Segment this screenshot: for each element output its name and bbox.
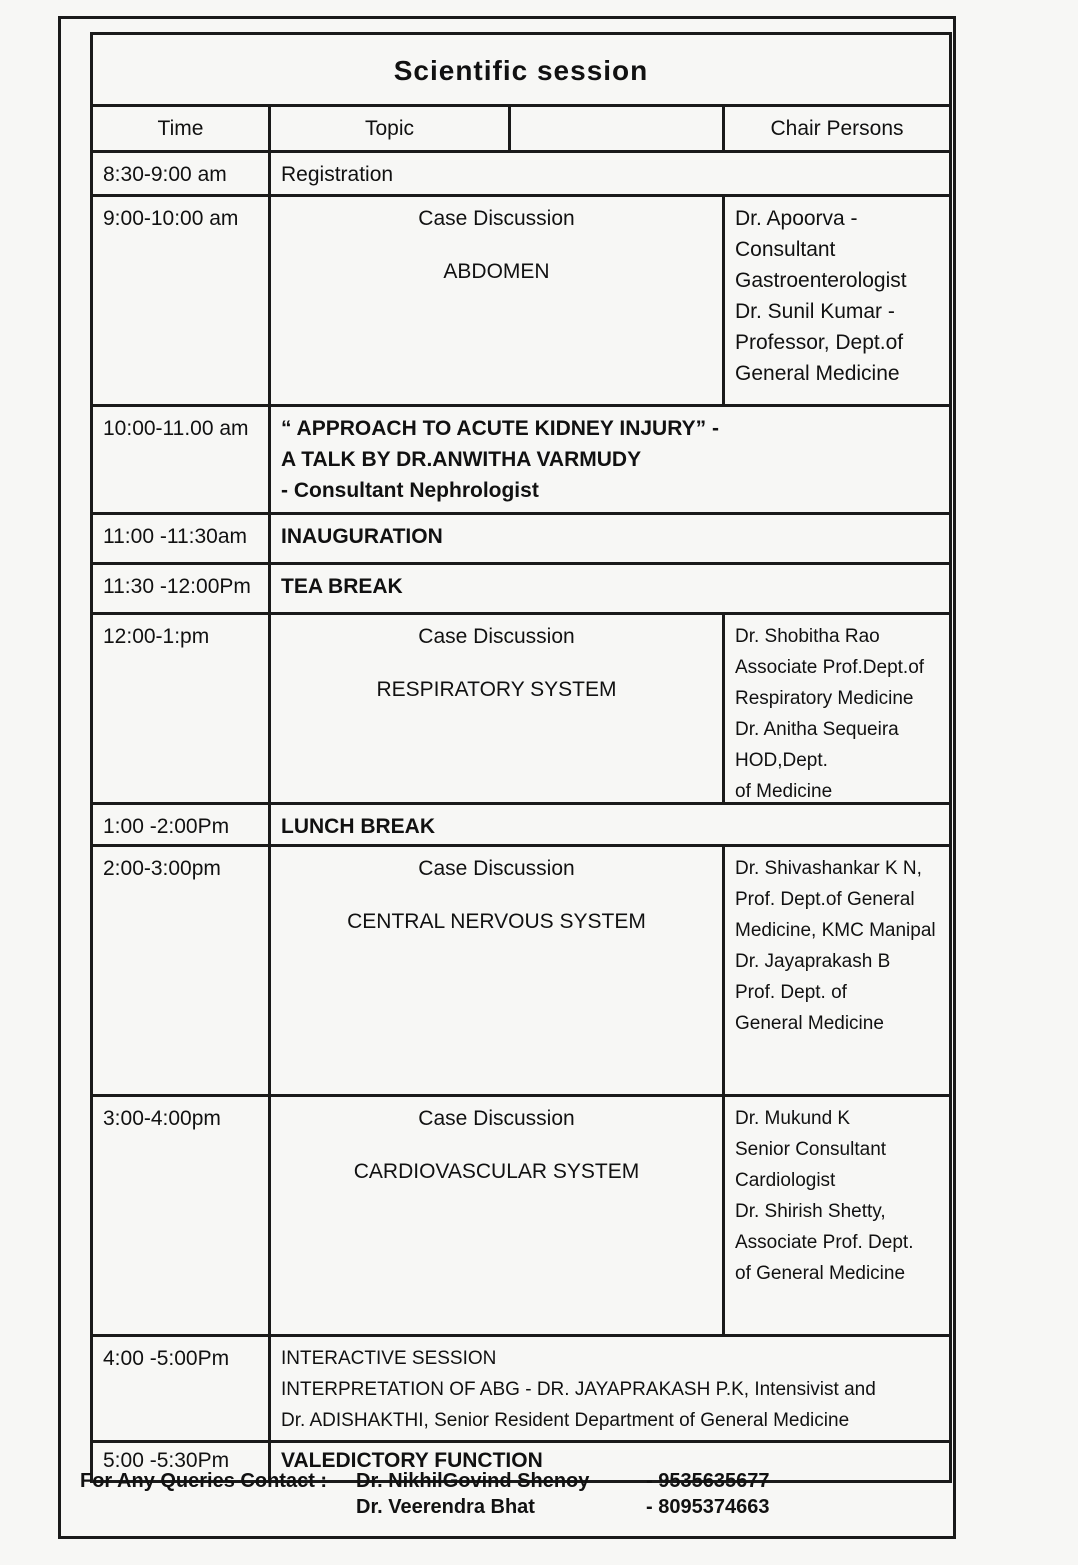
topic-cell: TEA BREAK bbox=[281, 575, 403, 598]
contact-name: Dr. NikhilGovind Shenoy bbox=[356, 1470, 590, 1492]
chair-cell bbox=[725, 847, 949, 1094]
table-row bbox=[93, 1337, 949, 1443]
chair-line: Dr. Mukund K bbox=[735, 1108, 851, 1129]
talk-line: INTERACTIVE SESSION bbox=[281, 1348, 497, 1369]
topic-title: Case Discussion bbox=[418, 1107, 575, 1130]
time-cell: 12:00-1:pm bbox=[93, 615, 271, 802]
talk-line: - Consultant Nephrologist bbox=[281, 479, 539, 502]
topic-subtitle: ABDOMEN bbox=[443, 260, 550, 283]
time-cell: 11:30 -12:00Pm bbox=[93, 565, 271, 612]
time-cell: 3:00-4:00pm bbox=[93, 1097, 271, 1334]
table-row bbox=[93, 515, 949, 565]
topic-subtitle: CENTRAL NERVOUS SYSTEM bbox=[347, 910, 646, 933]
topic-title: Case Discussion bbox=[418, 857, 575, 880]
chair-line: Dr. Apoorva - bbox=[735, 207, 858, 230]
time-cell: 9:00-10:00 am bbox=[93, 197, 271, 404]
chair-header: Chair Persons bbox=[770, 117, 904, 140]
table-row bbox=[93, 805, 949, 847]
blank-header bbox=[511, 107, 725, 150]
title-row bbox=[93, 35, 949, 107]
topic-cell bbox=[271, 847, 725, 1094]
time-cell: 1:00 -2:00Pm bbox=[93, 805, 271, 844]
chair-line: Dr. Jayaprakash B bbox=[735, 951, 891, 972]
contact-phone: - 8095374663 bbox=[646, 1496, 770, 1518]
topic-cell bbox=[271, 1097, 725, 1334]
talk-line: INTERPRETATION OF ABG - DR. JAYAPRAKASH P.K, Intensivist and bbox=[281, 1379, 876, 1400]
time-cell: 10:00-11.00 am bbox=[93, 407, 271, 512]
chair-line: Gastroenterologist bbox=[735, 269, 907, 292]
table-row bbox=[93, 153, 949, 197]
chair-line: Dr. Shirish Shetty, bbox=[735, 1201, 886, 1222]
talk-line: A TALK BY DR.ANWITHA VARMUDY bbox=[281, 448, 642, 471]
header-row bbox=[93, 107, 949, 153]
table-row bbox=[93, 197, 949, 407]
time-header: Time bbox=[93, 107, 271, 150]
chair-line: Dr. Sunil Kumar - bbox=[735, 300, 895, 323]
talk-cell bbox=[271, 1337, 949, 1440]
chair-line: General Medicine bbox=[735, 362, 900, 385]
page-title: Scientific session bbox=[393, 55, 649, 86]
chair-cell bbox=[725, 615, 949, 802]
chair-line: General Medicine bbox=[735, 1013, 884, 1034]
topic-subtitle: RESPIRATORY SYSTEM bbox=[376, 678, 617, 701]
contact-label-spacer bbox=[80, 1494, 356, 1520]
talk-line: Dr. ADISHAKTHI, Senior Resident Department of General Medicine bbox=[281, 1410, 850, 1431]
chair-line: Dr. Shivashankar K N, bbox=[735, 858, 922, 879]
talk-line: “ APPROACH TO ACUTE KIDNEY INJURY” - bbox=[281, 417, 719, 440]
chair-line: Consultant bbox=[735, 238, 836, 261]
chair-line: Prof. Dept.of General bbox=[735, 889, 915, 910]
contact-row bbox=[80, 1468, 940, 1494]
topic-title: Case Discussion bbox=[418, 625, 575, 648]
table-row bbox=[93, 565, 949, 615]
contact-phone: - 9535635677 bbox=[646, 1470, 770, 1492]
chair-line: Prof. Dept. of bbox=[735, 982, 847, 1003]
table-row bbox=[93, 407, 949, 515]
chair-line: Respiratory Medicine bbox=[735, 688, 914, 709]
topic-cell bbox=[271, 615, 725, 802]
topic-title: Case Discussion bbox=[418, 207, 575, 230]
time-cell: 2:00-3:00pm bbox=[93, 847, 271, 1094]
chair-line: of General Medicine bbox=[735, 1263, 906, 1284]
table-row bbox=[93, 615, 949, 805]
chair-line: Medicine, KMC Manipal bbox=[735, 920, 936, 941]
time-cell: 4:00 -5:00Pm bbox=[93, 1337, 271, 1440]
contact-name: Dr. Veerendra Bhat bbox=[356, 1496, 535, 1518]
topic-subtitle: CARDIOVASCULAR SYSTEM bbox=[353, 1160, 640, 1183]
time-cell: 8:30-9:00 am bbox=[93, 153, 271, 194]
topic-cell bbox=[271, 197, 725, 404]
chair-line: Associate Prof. Dept. bbox=[735, 1232, 914, 1253]
chair-line: Associate Prof.Dept.of bbox=[735, 657, 925, 678]
contact-footer bbox=[80, 1468, 940, 1520]
chair-line: Dr. Shobitha Rao bbox=[735, 626, 880, 647]
chair-line: HOD,Dept. bbox=[735, 750, 828, 771]
chair-line: Cardiologist bbox=[735, 1170, 836, 1191]
table-row bbox=[93, 1097, 949, 1337]
topic-cell: LUNCH BREAK bbox=[281, 815, 435, 838]
chair-cell bbox=[725, 1097, 949, 1334]
topic-cell: VALEDICTORY FUNCTION bbox=[281, 1449, 543, 1472]
chair-line: Professor, Dept.of bbox=[735, 331, 904, 354]
chair-line: Dr. Anitha Sequeira bbox=[735, 719, 899, 740]
time-cell: 5:00 -5:30Pm bbox=[93, 1443, 271, 1480]
topic-cell: Registration bbox=[281, 163, 394, 186]
contact-label: For Any Queries Contact : bbox=[80, 1470, 328, 1492]
time-cell: 11:00 -11:30am bbox=[93, 515, 271, 562]
topic-cell: INAUGURATION bbox=[281, 525, 443, 548]
topic-header: Topic bbox=[271, 107, 511, 150]
schedule-table bbox=[90, 32, 952, 1483]
chair-line: Senior Consultant bbox=[735, 1139, 887, 1160]
chair-line: of Medicine bbox=[735, 781, 833, 802]
chair-cell bbox=[725, 197, 949, 404]
talk-cell bbox=[271, 407, 949, 512]
table-row bbox=[93, 847, 949, 1097]
contact-row bbox=[80, 1494, 940, 1520]
